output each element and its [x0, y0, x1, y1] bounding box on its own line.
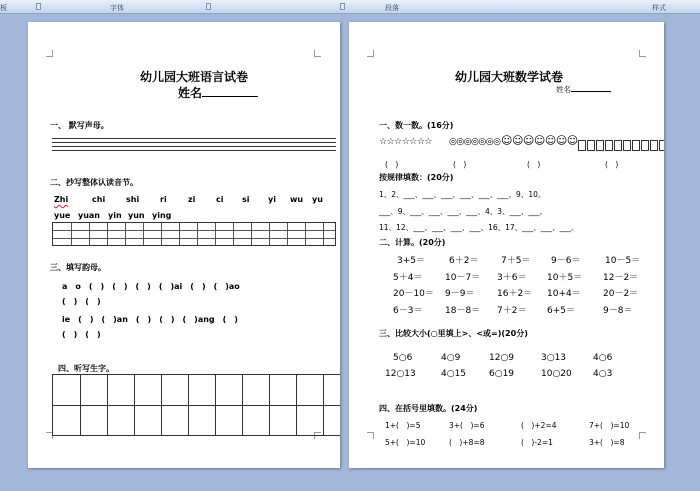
pattern-row: ___、9、___、___、___、___、4、3、___、___。 [379, 207, 548, 216]
ribbon-dialog-launcher-icon[interactable] [36, 3, 41, 10]
compare-item: 4○3 [593, 369, 613, 379]
margin-corner-mark [46, 50, 53, 57]
fill-item: 5+( )=10 [385, 438, 426, 447]
calc-item: 10－7＝ [445, 273, 481, 283]
writing-line [52, 138, 336, 139]
compare-item: 4○9 [441, 353, 461, 363]
answer-bracket[interactable]: ( ) [385, 160, 399, 169]
pattern-row: 1、2、___、___、___、___、___、___、9、10。 [379, 190, 546, 199]
calc-item: 20－2＝ [603, 289, 639, 299]
answer-bracket[interactable]: ( ) [453, 160, 467, 169]
syllable: ri [160, 195, 167, 204]
square-icon [632, 140, 640, 151]
calc-item: 10＋5＝ [547, 273, 583, 283]
answer-bracket[interactable]: ( ) [527, 160, 541, 169]
square-icon [605, 140, 613, 151]
name-blank[interactable] [202, 87, 258, 97]
syllable: yun [128, 211, 145, 220]
margin-corner-mark [314, 50, 321, 57]
calc-item: 6+5＝ [547, 306, 575, 316]
calc-item: 7＋2＝ [497, 306, 527, 316]
section-heading: 四、听写生字。 [58, 364, 114, 373]
fill-item: 3+( )=6 [449, 421, 485, 430]
writing-line [52, 150, 336, 151]
counting-boxes [578, 135, 664, 154]
margin-corner-mark [367, 432, 374, 439]
square-icon [641, 140, 649, 151]
compare-item: 10○20 [541, 369, 572, 379]
writing-line [52, 146, 336, 147]
square-icon [659, 140, 664, 151]
square-icon [650, 140, 658, 151]
fill-row: ie ( ) ( )an ( ) ( ) ( )ang ( ) [62, 315, 238, 324]
syllable: chi [92, 195, 106, 204]
section-heading: 四、在括号里填数。(24分) [379, 404, 478, 413]
ribbon-group-font[interactable]: 字体 [110, 4, 124, 12]
calc-item: 3+5＝ [397, 256, 425, 266]
compare-item: 5○6 [393, 353, 413, 363]
answer-bracket[interactable]: ( ) [605, 160, 619, 169]
oval-icon: ◎◎◎◎◎◎◎ [449, 137, 501, 147]
calc-item: 6＋2＝ [449, 256, 479, 266]
character-writing-grid[interactable] [52, 374, 340, 436]
word-ribbon-bar [0, 0, 700, 14]
syllable: yin [108, 211, 122, 220]
fill-item: ( )+2=4 [521, 421, 557, 430]
calc-item: 16＋2＝ [497, 289, 533, 299]
name-label: 姓名 [556, 84, 611, 95]
section-heading: 一、 默写声母。 [50, 121, 109, 130]
name-label: 姓名 [178, 84, 258, 101]
ribbon-group-paragraph[interactable]: 段落 [385, 4, 399, 12]
calc-item: 10+4＝ [547, 289, 581, 299]
ribbon-group-clipboard[interactable]: 板 [0, 4, 7, 12]
square-icon [578, 140, 586, 151]
syllable: wu [290, 195, 304, 204]
margin-corner-mark [639, 432, 646, 439]
calc-item: 12－2＝ [603, 273, 639, 283]
compare-item: 4○15 [441, 369, 467, 379]
square-icon [623, 140, 631, 151]
pattern-row: 11、12、___、___、___、___、16、17、___、___、___。 [379, 223, 579, 232]
ribbon-dialog-launcher-icon[interactable] [206, 3, 211, 10]
fill-item: ( )-2=1 [521, 438, 553, 447]
compare-item: 12○13 [385, 369, 416, 379]
calc-item: 9－8＝ [603, 306, 633, 316]
fill-item: 3+( )=8 [589, 438, 625, 447]
section-heading: 三、填写韵母。 [50, 263, 106, 272]
pinyin-writing-grid[interactable] [52, 222, 336, 246]
syllable: ying [152, 211, 172, 220]
fill-item: ( )+8=8 [449, 438, 485, 447]
syllable: yuan [78, 211, 101, 220]
syllable: yu [312, 195, 323, 204]
section-heading: 一、数一数。(16分) [379, 121, 454, 130]
calc-item: 18－8＝ [445, 306, 481, 316]
calc-item: 20－10＝ [393, 289, 434, 299]
syllable: shi [126, 195, 140, 204]
calc-item: 3＋6＝ [497, 273, 527, 283]
calc-item: 9－9＝ [445, 289, 475, 299]
syllable: si [242, 195, 250, 204]
margin-corner-mark [639, 50, 646, 57]
calc-item: 5＋4＝ [393, 273, 423, 283]
compare-item: 6○19 [489, 369, 515, 379]
page-title: 幼儿园大班数学试卷 [455, 70, 564, 84]
syllable: yi [268, 195, 276, 204]
compare-item: 12○9 [489, 353, 515, 363]
fill-row: ( ) ( ) [62, 330, 101, 339]
page-title: 幼儿园大班语言试卷 [140, 70, 249, 84]
page-language-exam [28, 22, 340, 468]
compare-item: 4○6 [593, 353, 613, 363]
page-math-exam [349, 22, 664, 468]
section-heading: 二、抄写整体认读音节。 [50, 178, 138, 187]
calc-item: 6－3＝ [393, 306, 423, 316]
margin-corner-mark [367, 50, 374, 57]
compare-item: 3○13 [541, 353, 567, 363]
syllable: ci [216, 195, 224, 204]
section-heading: 二、计算。(20分) [379, 238, 446, 247]
ribbon-dialog-launcher-icon[interactable] [340, 3, 345, 10]
section-heading: 三、比较大小(○里填上>、<或=)(20分) [379, 329, 528, 338]
syllable: zi [188, 195, 196, 204]
syllable: Zhi [54, 195, 69, 204]
square-icon [614, 140, 622, 151]
writing-line [52, 142, 336, 143]
ribbon-group-styles[interactable]: 样式 [652, 4, 666, 12]
syllable: yue [54, 211, 71, 220]
square-icon [596, 140, 604, 151]
fill-row: ( ) ( ) [62, 297, 101, 306]
name-blank[interactable] [571, 84, 611, 92]
fill-item: 7+( )=10 [589, 421, 630, 430]
calc-item: 7＋5＝ [501, 256, 531, 266]
fill-item: 1+( )=5 [385, 421, 421, 430]
section-heading: 按规律填数：(20分) [379, 173, 454, 182]
fill-row: a o ( ) ( ) ( ) ( )ai ( ) ( )ao [62, 282, 240, 291]
smiley-icon: ☺☺☺☺☺☺☺ [501, 134, 578, 147]
square-icon [587, 140, 595, 151]
calc-item: 9－6＝ [551, 256, 581, 266]
calc-item: 10－5＝ [605, 256, 641, 266]
star-icon: ☆☆☆☆☆☆☆ [379, 137, 432, 147]
